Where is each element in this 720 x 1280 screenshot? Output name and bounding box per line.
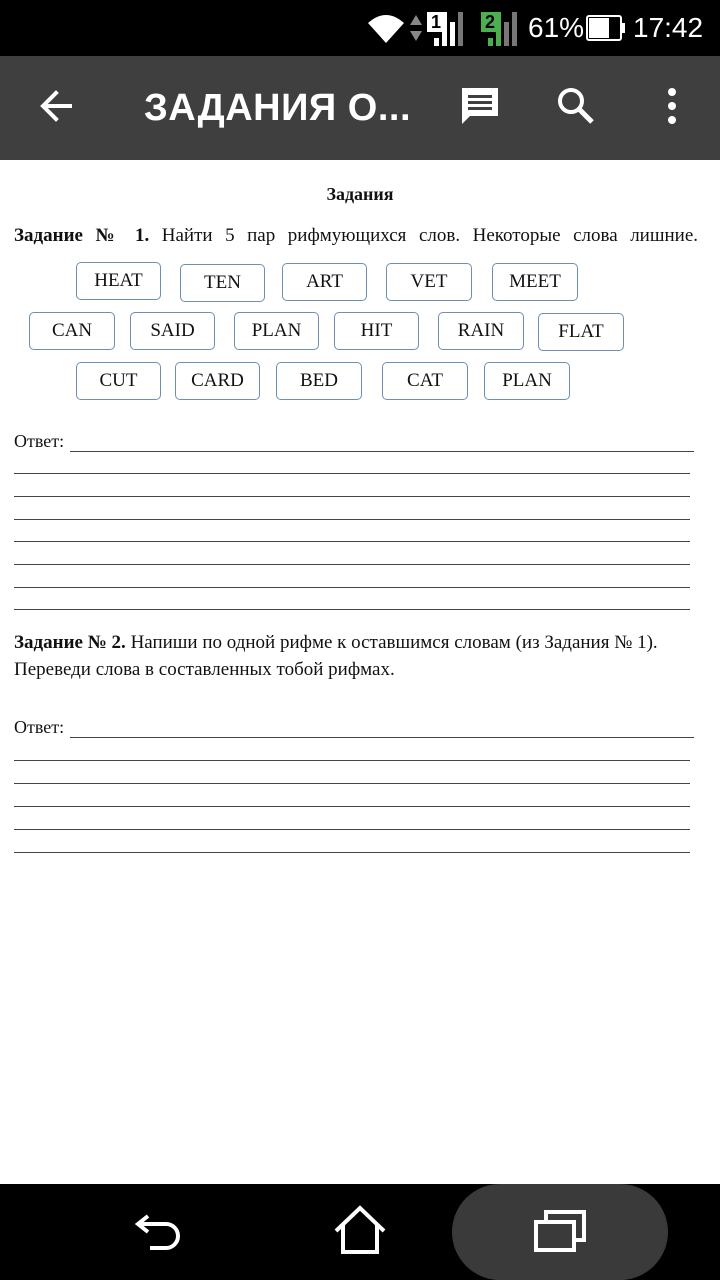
word-box: HIT: [334, 312, 419, 350]
word-box: CAT: [382, 362, 468, 400]
answer-line: [14, 541, 690, 542]
document-heading: Задания: [326, 184, 394, 204]
task1-text: Найти 5 пар рифмующихся слов. Некоторые слова лишние.: [161, 225, 698, 246]
answer-line: [14, 609, 690, 610]
answer-line: [14, 852, 690, 853]
answer-line: [70, 451, 694, 452]
home-icon: [333, 1205, 387, 1260]
word-box: SAID: [130, 312, 215, 350]
task1-label: Задание № 1.: [14, 225, 150, 246]
back-button[interactable]: [26, 56, 86, 160]
word-box: MEET: [492, 263, 578, 301]
answer-line: [14, 564, 690, 565]
word-box: BED: [276, 362, 362, 400]
sim2-label: 2: [485, 11, 496, 32]
wifi-icon: [366, 0, 406, 56]
word-box: VET: [386, 263, 472, 301]
answer-line: [14, 496, 690, 497]
word-box: RAIN: [438, 312, 524, 350]
word-box: CAN: [29, 312, 115, 350]
nav-recents-button[interactable]: [520, 1184, 600, 1280]
word-box: ART: [282, 263, 367, 301]
answer-line: [14, 519, 690, 520]
answer-line: [14, 783, 690, 784]
answer-line: [14, 760, 690, 761]
clock: 17:42: [633, 12, 704, 43]
word-box: FLAT: [538, 313, 624, 351]
comment-button[interactable]: [452, 56, 508, 160]
more-vert-icon: [666, 86, 678, 131]
comment-icon: [458, 84, 502, 133]
recents-icon: [532, 1206, 588, 1259]
word-box: TEN: [180, 264, 265, 302]
answer-line: [14, 587, 690, 588]
task2-answer-label: Ответ:: [14, 717, 65, 737]
word-box: PLAN: [484, 362, 570, 400]
task2-text: Напиши по одной рифме к оставшимся словам (из Задания № 1).: [130, 632, 658, 653]
nav-home-button[interactable]: [320, 1184, 400, 1280]
battery-icon: [586, 0, 626, 56]
task2-statement: [14, 630, 698, 656]
back-arrow-icon: [36, 86, 76, 131]
search-button[interactable]: [548, 56, 604, 160]
app-bar: [0, 56, 720, 160]
page-title: ЗАДАНИЯ О...: [144, 86, 412, 129]
task2-label: Задание № 2.: [14, 632, 126, 653]
answer-line: [14, 473, 690, 474]
answer-line: [70, 737, 694, 738]
word-box: CARD: [175, 362, 260, 400]
data-arrows-icon: [408, 0, 424, 56]
answer-line: [14, 829, 690, 830]
word-box: HEAT: [76, 262, 161, 300]
word-box: PLAN: [234, 312, 319, 350]
status-bar: [0, 0, 720, 56]
more-options-button[interactable]: [648, 56, 696, 160]
task1-statement: [14, 223, 698, 249]
navigation-bar: [0, 1184, 720, 1280]
task2-text-line2: Переведи слова в составленных тобой рифмах.: [14, 659, 395, 680]
search-icon: [554, 84, 598, 133]
back-icon: [134, 1206, 186, 1259]
document-page[interactable]: [0, 160, 720, 1184]
nav-back-button[interactable]: [120, 1184, 200, 1280]
battery-percent: 61%: [528, 12, 585, 43]
task1-answer-label: Ответ:: [14, 431, 65, 451]
answer-line: [14, 806, 690, 807]
word-box: CUT: [76, 362, 161, 400]
sim1-label: 1: [431, 11, 442, 32]
